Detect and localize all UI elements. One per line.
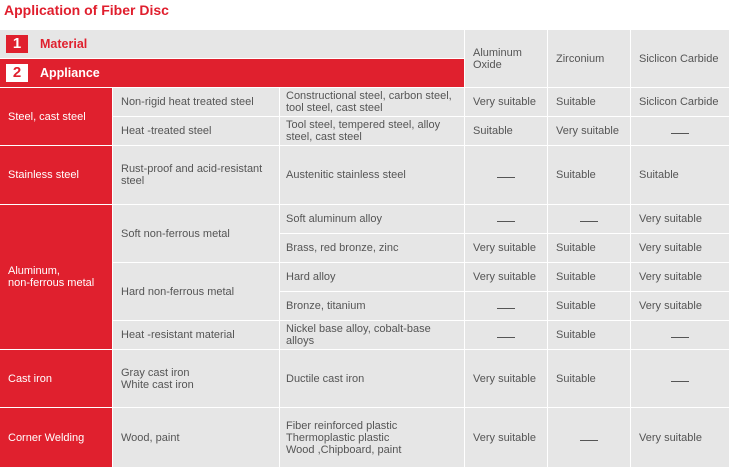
suitability-cell [465, 117, 547, 145]
suitability-cell [631, 408, 729, 467]
subgroup-label: Non-rigid heat treated steel [121, 96, 254, 108]
appliance-label: Appliance [40, 66, 100, 80]
dash-mark [497, 221, 515, 222]
suitability-cell [548, 205, 630, 233]
group-steel [0, 88, 112, 145]
appliance-cell [280, 408, 464, 467]
appliance-cell [280, 88, 464, 116]
suitability-text: Suitable [639, 169, 679, 181]
subgroup-label: Heat -resistant material [121, 329, 235, 341]
suitability-text: Suitable [556, 372, 596, 385]
suitability-text [671, 373, 689, 385]
suitability-text [497, 300, 515, 312]
suitability-text: Very suitable [473, 271, 536, 283]
appliance-text: Brass, red bronze, zinc [286, 242, 399, 254]
suitability-cell [548, 292, 630, 320]
suitability-text: Suitable [556, 329, 596, 341]
dash-mark [497, 337, 515, 338]
appliance-text: Nickel base alloy, cobalt-base alloys [286, 323, 431, 347]
suitability-text: Very suitable [639, 271, 702, 283]
suitability-cell [631, 117, 729, 145]
suitability-cell [631, 146, 729, 204]
subgroup-label: Hard non-ferrous metal [121, 285, 235, 298]
suitability-cell [631, 234, 729, 262]
suitability-text: Suitable [556, 271, 596, 283]
group-label: Stainless steel [8, 169, 79, 181]
suitability-text [671, 125, 689, 137]
subgroup-label: Wood, paint [121, 431, 180, 444]
suitability-text: Suitable [556, 169, 596, 181]
subgroup-cell [113, 205, 279, 262]
suitability-text [497, 213, 515, 225]
appliance-text: Constructional steel, carbon steel, tool steel, cast steel [286, 90, 452, 114]
suitability-text [671, 329, 689, 341]
appliance-cell [280, 292, 464, 320]
suitability-text: Siclicon Carbide [639, 96, 719, 108]
subgroup-label: Heat -treated steel [121, 125, 212, 137]
suitability-cell [465, 88, 547, 116]
suitability-text: Very suitable [639, 242, 702, 254]
suitability-cell [465, 321, 547, 349]
col-header-label: Siclicon Carbide [639, 52, 719, 65]
appliance-cell [280, 205, 464, 233]
dash-mark [497, 177, 515, 178]
suitability-text: Suitable [556, 242, 596, 254]
suitability-cell [465, 350, 547, 407]
suitability-cell [631, 263, 729, 291]
suitability-cell [465, 234, 547, 262]
suitability-text [580, 213, 598, 225]
suitability-cell [548, 88, 630, 116]
appliance-text: Hard alloy [286, 271, 336, 283]
subgroup-cell [113, 146, 279, 204]
appliance-text: Austenitic stainless steel [286, 169, 406, 181]
material-label: Material [40, 37, 88, 51]
dash-mark [671, 381, 689, 382]
appliance-cell [280, 321, 464, 349]
dash-mark [580, 440, 598, 441]
subgroup-label: Rust-proof and acid-resistant steel [121, 163, 263, 187]
appliance-text: Ductile cast iron [286, 372, 365, 385]
group-cast-iron [0, 350, 112, 407]
suitability-text: Suitable [556, 300, 596, 312]
group-corner-welding [0, 408, 112, 467]
row2-number: 2 [6, 64, 28, 82]
subgroup-label: Soft non-ferrous metal [121, 227, 230, 240]
suitability-text: Very suitable [473, 372, 536, 385]
fiber-disc-table [0, 30, 729, 467]
suitability-text [497, 329, 515, 341]
group-aluminum [0, 205, 112, 349]
row1-number: 1 [6, 35, 28, 53]
appliance-header [0, 59, 464, 87]
suitability-text: Very suitable [473, 96, 536, 108]
dash-mark [497, 308, 515, 309]
appliance-cell [280, 234, 464, 262]
suitability-cell [631, 350, 729, 407]
page-title: Application of Fiber Disc [4, 2, 169, 18]
suitability-text: Very suitable [473, 431, 536, 444]
appliance-text: Bronze, titanium [286, 300, 366, 312]
dash-mark [580, 221, 598, 222]
subgroup-cell [113, 321, 279, 349]
appliance-cell [280, 146, 464, 204]
suitability-cell [548, 146, 630, 204]
group-label: Corner Welding [8, 431, 85, 444]
suitability-cell [631, 205, 729, 233]
subgroup-cell [113, 350, 279, 407]
appliance-text: Fiber reinforced plastic Thermoplastic plastic Wood ,Chipboard, paint [286, 419, 402, 456]
group-label: Steel, cast steel [8, 110, 86, 123]
appliance-cell [280, 350, 464, 407]
suitability-cell [465, 146, 547, 204]
material-header [0, 30, 464, 58]
suitability-cell [548, 234, 630, 262]
suitability-text: Very suitable [556, 125, 619, 137]
col-header-label: Zirconium [556, 52, 605, 65]
group-stainless [0, 146, 112, 204]
suitability-cell [631, 321, 729, 349]
suitability-cell [548, 263, 630, 291]
suitability-cell [548, 350, 630, 407]
suitability-cell [631, 292, 729, 320]
dash-mark [671, 337, 689, 338]
col-header-aluminum-oxide [465, 30, 547, 87]
subgroup-label: Gray cast iron White cast iron [121, 366, 194, 391]
subgroup-cell [113, 117, 279, 145]
suitability-cell [465, 263, 547, 291]
suitability-cell [465, 292, 547, 320]
subgroup-cell [113, 88, 279, 116]
dash-mark [671, 133, 689, 134]
suitability-text: Suitable [473, 125, 513, 137]
suitability-text: Very suitable [473, 242, 536, 254]
suitability-cell [548, 117, 630, 145]
subgroup-cell [113, 263, 279, 320]
suitability-text: Very suitable [639, 300, 702, 312]
suitability-cell [548, 321, 630, 349]
suitability-cell [631, 88, 729, 116]
suitability-text [497, 169, 515, 181]
suitability-text [580, 432, 598, 444]
group-label: Aluminum, non-ferrous metal [8, 265, 95, 289]
suitability-text: Very suitable [639, 213, 702, 225]
col-header-label: Aluminum Oxide [473, 46, 522, 71]
subgroup-cell [113, 408, 279, 467]
appliance-text: Soft aluminum alloy [286, 213, 382, 225]
suitability-text: Very suitable [639, 431, 702, 444]
group-label: Cast iron [8, 372, 53, 385]
suitability-cell [548, 408, 630, 467]
appliance-cell [280, 117, 464, 145]
appliance-cell [280, 263, 464, 291]
col-header-silicon-carbide [631, 30, 729, 87]
suitability-cell [465, 205, 547, 233]
appliance-text: Tool steel, tempered steel, alloy steel, cast steel [286, 119, 441, 143]
suitability-text: Suitable [556, 96, 596, 108]
suitability-cell [465, 408, 547, 467]
col-header-zirconium [548, 30, 630, 87]
